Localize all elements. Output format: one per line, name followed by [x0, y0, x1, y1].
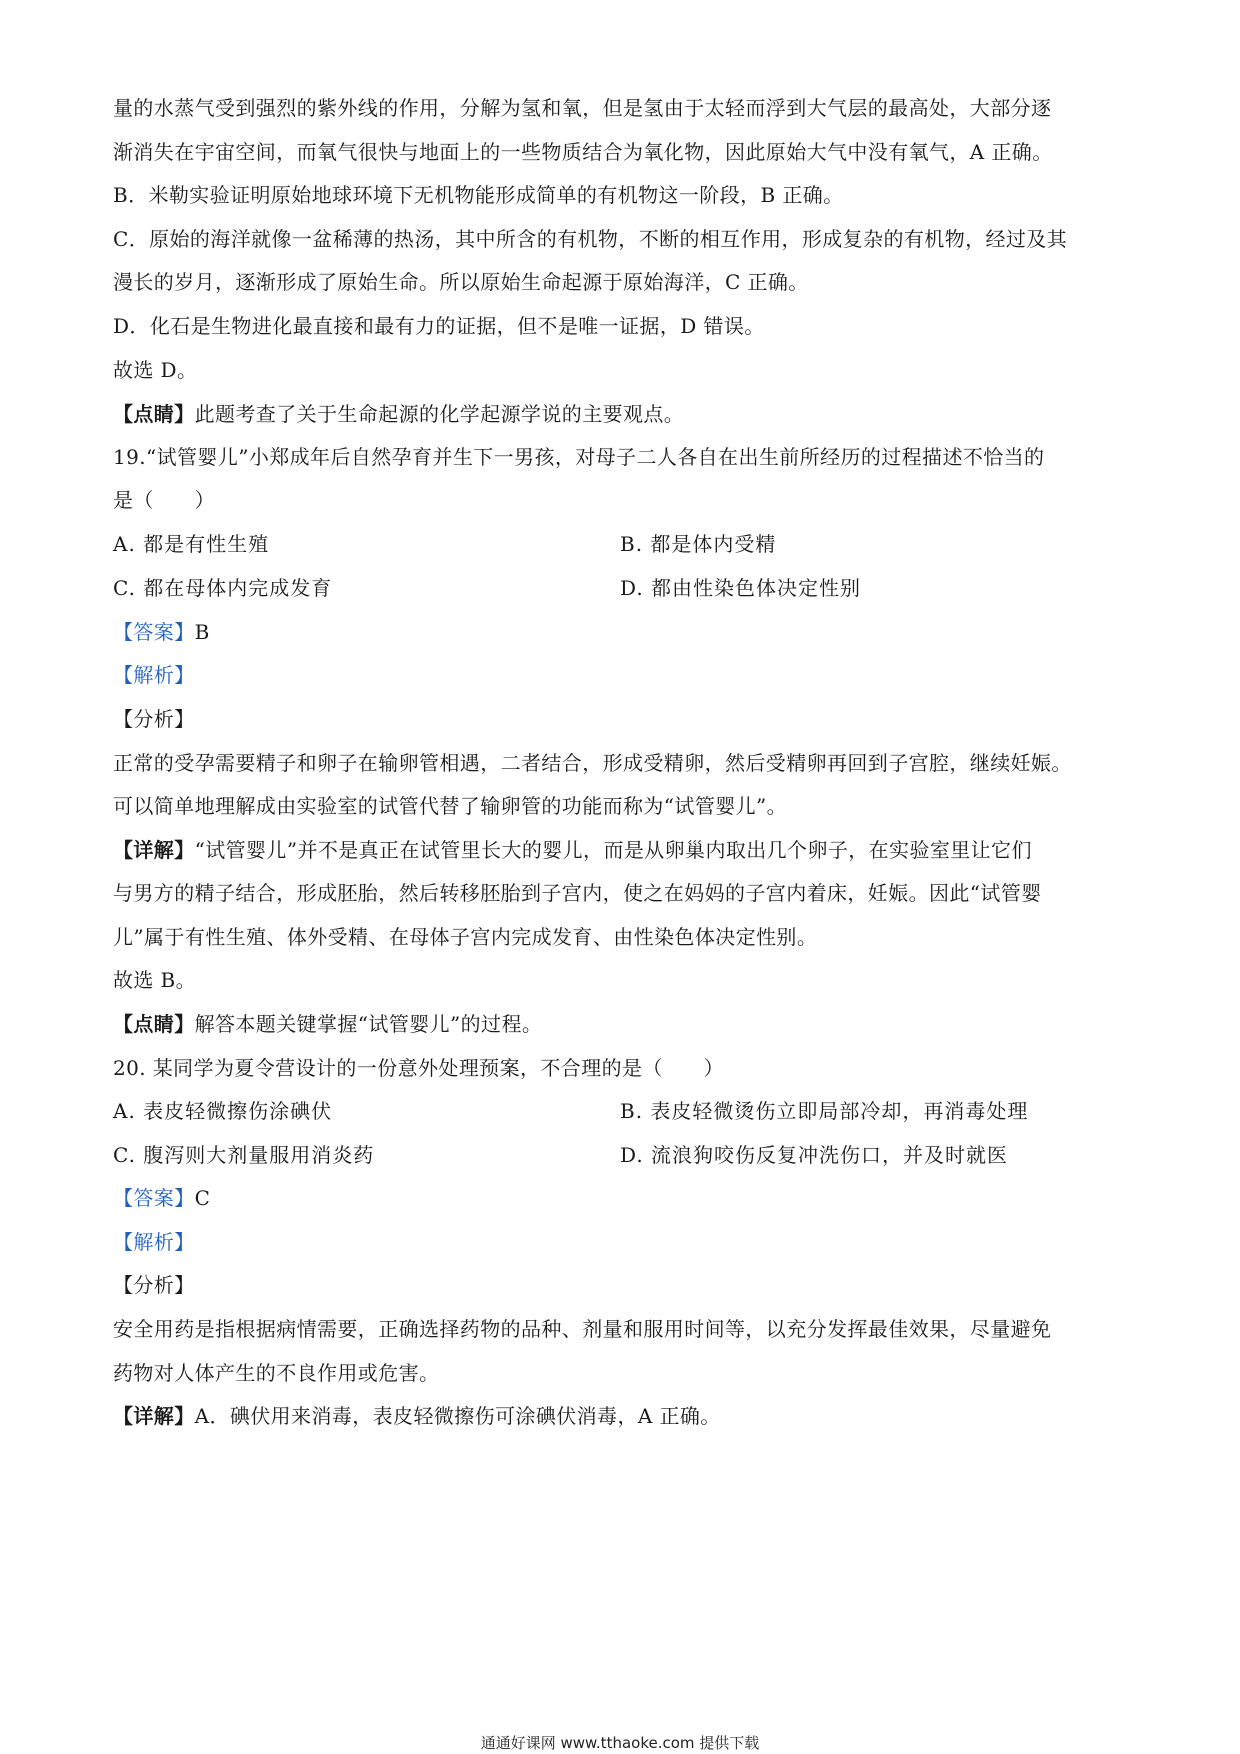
- paragraph-line: 故选 B。: [113, 968, 197, 992]
- answer-tag: 【答案】: [113, 620, 195, 644]
- answer-value: C: [194, 1186, 211, 1210]
- q19-fenxi-tag: 【分析】: [113, 707, 195, 731]
- answer-value: B: [194, 620, 210, 644]
- tip-tag: 【点睛】: [113, 402, 195, 426]
- detail-text: A．碘伏用来消毒，表皮轻微擦伤可涂碘伏消毒，A 正确。: [194, 1404, 721, 1428]
- tip-text: 解答本题关键掌握“试管婴儿”的过程。: [194, 1012, 543, 1036]
- detail-tag: 【详解】: [113, 838, 195, 862]
- paragraph-line: 故选 D。: [113, 358, 198, 382]
- answer-tag: 【答案】: [113, 1186, 195, 1210]
- paragraph-line: 安全用药是指根据病情需要，正确选择药物的品种、剂量和服用时间等，以充分发挥最佳效果，尽量避免: [113, 1317, 1052, 1341]
- q19-option-d: D. 都由性染色体决定性别: [620, 576, 862, 600]
- paragraph-line: C．原始的海洋就像一盆稀薄的热汤，其中所含的有机物，不断的相互作用，形成复杂的有机物，经过及其: [113, 227, 1068, 251]
- question-19-stem-cont: 是（ ）: [113, 488, 215, 512]
- question-20-stem: 20. 某同学为夏令营设计的一份意外处理预案，不合理的是（ ）: [113, 1056, 724, 1080]
- paragraph-line: 量的水蒸气受到强烈的紫外线的作用，分解为氢和氧，但是氢由于太轻而浮到大气层的最高处，大部分逐: [113, 96, 1052, 120]
- q19-analysis-tag: 【解析】: [113, 663, 195, 687]
- detail-text: “试管婴儿”并不是真正在试管里长大的婴儿，而是从卵巢内取出几个卵子，在实验室里让它们: [194, 838, 1032, 862]
- q20-answer: [113, 1184, 1133, 1212]
- tip-line: [113, 400, 1133, 428]
- question-19-stem: 19.“试管婴儿”小郑成年后自然孕育并生下一男孩，对母子二人各自在出生前所经历的过程描述不恰当的: [113, 445, 1045, 469]
- q20-option-c: C. 腹泻则大剂量服用消炎药: [113, 1143, 375, 1167]
- q19-note-line: [113, 1010, 1133, 1038]
- paragraph-line: 与男方的精子结合，形成胚胎，然后转移胚胎到子宫内，使之在妈妈的子宫内着床，妊娠。因此“试管婴: [113, 881, 1042, 905]
- q20-option-b: B. 表皮轻微烫伤立即局部冷却，再消毒处理: [620, 1099, 1029, 1123]
- q20-option-a: A. 表皮轻微擦伤涂碘伏: [113, 1099, 333, 1123]
- q19-answer: [113, 618, 1133, 646]
- tip-tag: 【点睛】: [113, 1012, 195, 1036]
- paragraph-line: 漫长的岁月，逐渐形成了原始生命。所以原始生命起源于原始海洋，C 正确。: [113, 270, 809, 294]
- paragraph-line: 药物对人体产生的不良作用或危害。: [113, 1361, 440, 1385]
- paragraph-line: 正常的受孕需要精子和卵子在输卵管相遇，二者结合，形成受精卵，然后受精卵再回到子宫腔，继续妊娠。: [113, 751, 1072, 775]
- paragraph-line: 渐消失在宇宙空间，而氧气很快与地面上的一些物质结合为氧化物，因此原始大气中没有氧气，A 正确。: [113, 140, 1053, 164]
- q19-option-b: B. 都是体内受精: [620, 532, 777, 556]
- page-footer: 通通好课网 www.tthaoke.com 提供下载: [480, 1734, 760, 1752]
- paragraph-line: D．化石是生物进化最直接和最有力的证据，但不是唯一证据，D 错误。: [113, 314, 765, 338]
- paragraph-line: B．米勒实验证明原始地球环境下无机物能形成简单的有机物这一阶段，B 正确。: [113, 183, 844, 207]
- paragraph-line: 可以简单地理解成由实验室的试管代替了输卵管的功能而称为“试管婴儿”。: [113, 794, 788, 818]
- q20-analysis-tag: 【解析】: [113, 1230, 195, 1254]
- q19-option-a: A. 都是有性生殖: [113, 532, 270, 556]
- q19-option-c: C. 都在母体内完成发育: [113, 576, 333, 600]
- q20-detail-line: [113, 1402, 1133, 1430]
- q20-fenxi-tag: 【分析】: [113, 1273, 195, 1297]
- q19-detail-line: [113, 836, 1133, 864]
- detail-tag: 【详解】: [113, 1404, 195, 1428]
- tip-text: 此题考查了关于生命起源的化学起源学说的主要观点。: [194, 402, 685, 426]
- paragraph-line: 儿”属于有性生殖、体外受精、在母体子宫内完成发育、由性染色体决定性别。: [113, 925, 818, 949]
- q20-option-d: D. 流浪狗咬伤反复冲洗伤口，并及时就医: [620, 1143, 1009, 1167]
